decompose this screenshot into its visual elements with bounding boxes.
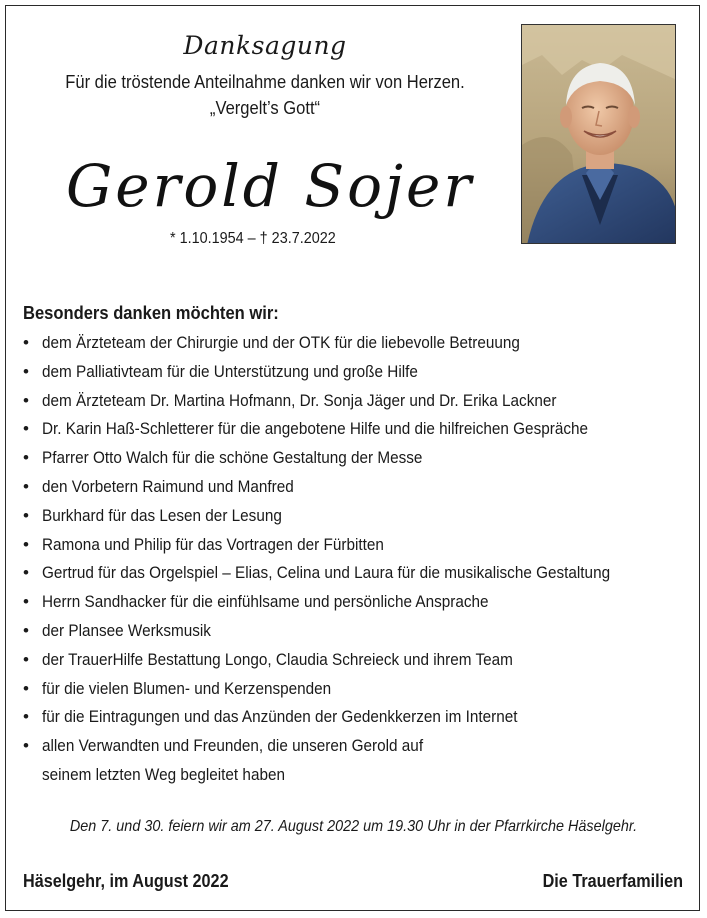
list-item: • Ramona und Philip für das Vortragen der Fürbitten	[23, 531, 683, 560]
bullet-icon: •	[23, 476, 29, 496]
memorial-mass-notice: Den 7. und 30. feiern wir am 27. August 2022 um 19.30 Uhr in der Pfarrkirche Häselgehr.	[69, 818, 638, 835]
bullet-icon: •	[23, 563, 29, 583]
thanks-heading: Besonders danken möchten wir:	[23, 303, 279, 323]
life-dates: * 1.10.1954 – † 23.7.2022	[170, 230, 336, 247]
bullet-icon: •	[23, 707, 29, 727]
bullet-icon: •	[23, 419, 29, 439]
list-item	[23, 732, 683, 790]
last-item-line2: seinem letzten Weg begleitet haben	[42, 764, 285, 784]
bullet-icon: •	[23, 649, 29, 669]
list-item: • für die Eintragungen und das Anzünden der Gedenkkerzen im Internet	[23, 703, 683, 732]
list-item: • Burkhard für das Lesen der Lesung	[23, 502, 683, 531]
intro-line: Für die tröstende Anteilnahme danken wir von Herzen.	[65, 72, 465, 92]
thanks-list	[23, 329, 683, 790]
list-item: • dem Ärzteteam der Chirurgie und der OTK für die liebevolle Betreuung	[23, 329, 683, 358]
bullet-icon: •	[23, 333, 29, 352]
place-date: Häselgehr, im August 2022	[23, 871, 229, 891]
list-item: • der Plansee Werksmusik	[23, 617, 683, 646]
bullet-icon: •	[23, 736, 29, 756]
bullet-icon: •	[23, 620, 29, 640]
list-item: • dem Ärzteteam Dr. Martina Hofmann, Dr. Sonja Jäger und Dr. Erika Lackner	[23, 387, 683, 416]
last-item-line1: allen Verwandten und Freunden, die unseren Gerold auf	[42, 736, 424, 756]
bullet-icon: •	[23, 390, 29, 410]
list-item: • Gertrud für das Orgelspiel – Elias, Celina und Laura für die musikalische Gestaltung	[23, 559, 683, 588]
portrait-photo	[521, 24, 676, 244]
list-item: • Dr. Karin Haß-Schletterer für die angebotene Hilfe und die hilfreichen Gespräche	[23, 415, 683, 444]
bullet-icon: •	[23, 361, 29, 381]
signature: Die Trauerfamilien	[542, 871, 683, 891]
deceased-name: Gerold Sojer	[65, 152, 475, 220]
bullet-icon: •	[23, 678, 29, 698]
vergelts-gott-line: „Vergelt’s Gott“	[209, 98, 321, 118]
notice-title: Danksagung	[183, 31, 347, 60]
list-item: • den Vorbetern Raimund und Manfred	[23, 473, 683, 502]
list-item: • Herrn Sandhacker für die einfühlsame und persönliche Ansprache	[23, 588, 683, 617]
bullet-icon: •	[23, 592, 29, 612]
bullet-icon: •	[23, 534, 29, 554]
list-item: • Pfarrer Otto Walch für die schöne Gestaltung der Messe	[23, 444, 683, 473]
list-item: • der TrauerHilfe Bestattung Longo, Claudia Schreieck und ihrem Team	[23, 646, 683, 675]
bullet-icon: •	[23, 448, 29, 468]
bullet-icon: •	[23, 505, 29, 525]
portrait-illustration	[522, 25, 676, 244]
list-item: • für die vielen Blumen- und Kerzenspenden	[23, 675, 683, 704]
list-item: • dem Palliativteam für die Unterstützung und große Hilfe	[23, 358, 683, 387]
header	[20, 30, 510, 120]
